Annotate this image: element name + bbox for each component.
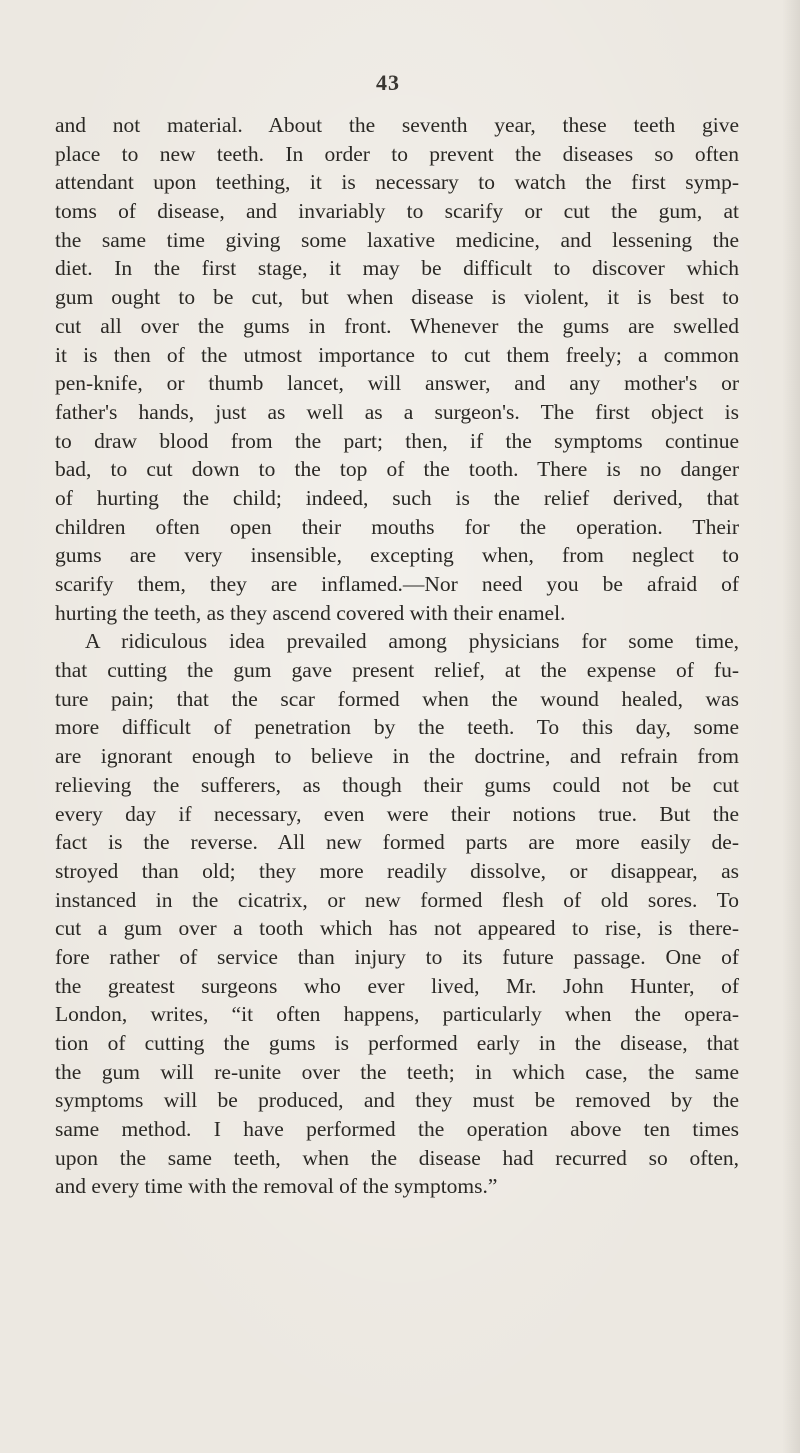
text-line: the same time giving some laxative medicine, and lessening the (55, 227, 739, 252)
body-text (55, 111, 739, 1201)
page-edge-shadow (782, 0, 800, 1453)
text-line: fore rather of service than injury to its future passage. One of (55, 944, 739, 969)
text-line: attendant upon teething, it is necessary to watch the first symp- (55, 170, 739, 195)
text-line: that cutting the gum gave present relief, at the expense of fu- (55, 658, 739, 683)
text-line: and not material. About the seventh year, these teeth give (55, 113, 739, 137)
text-line: more difficult of penetration by the teeth. To this day, some (55, 715, 739, 740)
text-line: toms of disease, and invariably to scarify or cut the gum, at (55, 199, 739, 224)
text-line: symptoms will be produced, and they must be removed by the (55, 1088, 739, 1113)
text-line: ture pain; that the scar formed when the wound healed, was (55, 686, 739, 711)
text-line: it is then of the utmost importance to cut them freely; a common (55, 342, 739, 367)
text-line: the gum will re-unite over the teeth; in which case, the same (55, 1059, 739, 1084)
text-line: same method. I have performed the operation above ten times (55, 1117, 739, 1142)
text-line: and every time with the removal of the symptoms.” (55, 1174, 498, 1199)
text-line: every day if necessary, even were their notions true. But the (55, 801, 739, 826)
text-line: instanced in the cicatrix, or new formed flesh of old sores. To (55, 887, 739, 912)
paragraph-start-line: A ridiculous idea prevailed among physicians for some time, (85, 629, 739, 654)
page-number: 43 (376, 70, 400, 95)
text-line: stroyed than old; they more readily dissolve, or disappear, as (55, 858, 739, 883)
text-line: tion of cutting the gums is performed early in the disease, that (55, 1031, 739, 1055)
text-line: pen-knife, or thumb lancet, will answer, and any mother's or (55, 371, 739, 396)
text-line: gums are very insensible, excepting when, from neglect to (55, 543, 739, 568)
text-line: of hurting the child; indeed, such is the relief derived, that (55, 485, 739, 510)
text-line: gum ought to be cut, but when disease is violent, it is best to (55, 285, 739, 310)
text-line: children often open their mouths for the operation. Their (55, 514, 739, 539)
text-line: hurting the teeth, as they ascend covered with their enamel. (55, 600, 566, 625)
text-line: are ignorant enough to believe in the doctrine, and refrain from (55, 744, 739, 769)
text-line: fact is the reverse. All new formed parts are more easily de- (55, 830, 739, 855)
text-line: the greatest surgeons who ever lived, Mr. John Hunter, of (55, 973, 739, 998)
text-line: London, writes, “it often happens, particularly when the opera- (55, 1002, 739, 1027)
text-line: father's hands, just as well as a surgeon's. The first object is (55, 399, 739, 424)
text-line: scarify them, they are inflamed.—Nor need you be afraid of (55, 572, 739, 596)
text-line: relieving the sufferers, as though their gums could not be cut (55, 772, 739, 797)
text-line: cut all over the gums in front. Whenever the gums are swelled (55, 313, 739, 338)
text-line: to draw blood from the part; then, if the symptoms continue (55, 428, 739, 453)
text-line: bad, to cut down to the top of the tooth. There is no danger (55, 457, 739, 482)
text-line: upon the same teeth, when the disease had recurred so often, (55, 1145, 739, 1170)
text-line: cut a gum over a tooth which has not appeared to rise, is there- (55, 916, 739, 941)
text-line: place to new teeth. In order to prevent the diseases so often (55, 141, 739, 166)
text-line: diet. In the first stage, it may be difficult to discover which (55, 256, 739, 281)
